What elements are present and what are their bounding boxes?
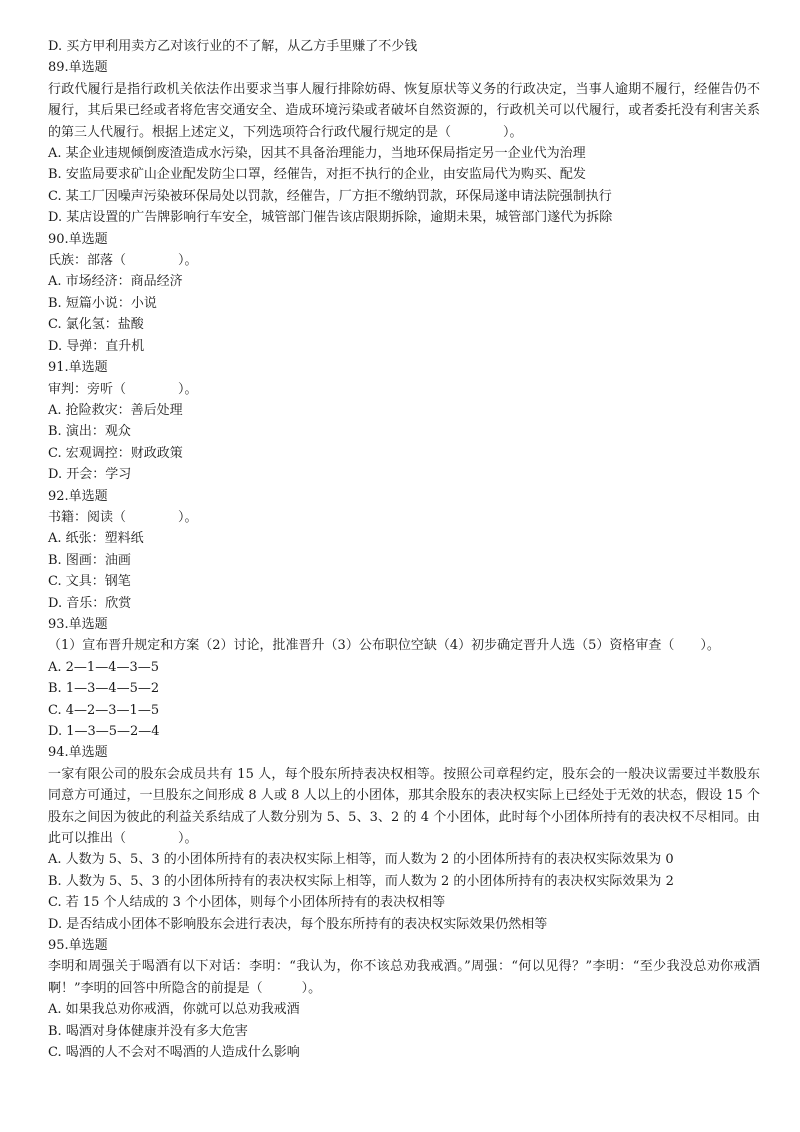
question-95: [48, 935, 760, 1063]
option-c: C. 氯化氢：盐酸: [48, 317, 144, 333]
option-d: D. 导弹：直升机: [48, 338, 145, 354]
option-d: D. 开会：学习: [48, 467, 132, 483]
question-90: [48, 229, 760, 357]
question-93: [48, 614, 760, 742]
question-header: 89.单选题: [48, 60, 108, 76]
option-b: B. 人数为 5、5、3 的小团体所持有的表决权实际上相等，而人数为 2 的小团体所持有的表决权实际效果为 2: [48, 873, 674, 889]
option-a: A. 2—1—4—3—5: [48, 659, 160, 675]
option-c: C. 某工厂因噪声污染被环保局处以罚款，经催告，厂方拒不缴纳罚款，环保局遂申请法院强制执行: [48, 188, 612, 204]
option-d: D. 是否结成小团体不影响股东会进行表决，每个股东所持有的表决权实际效果仍然相等: [48, 916, 548, 932]
option-d: D. 音乐：欣赏: [48, 595, 132, 611]
option-d: D. 1—3—5—2—4: [48, 724, 160, 739]
option-a: A. 抢险救灾：善后处理: [48, 402, 183, 418]
question-stem: 审判：旁听（ ）。: [48, 381, 198, 397]
question-header: 93.单选题: [48, 616, 108, 632]
option-b: B. 短篇小说：小说: [48, 295, 157, 311]
document-page: [48, 36, 760, 1064]
question-header: 94.单选题: [48, 745, 108, 761]
option-c: C. 文具：钢笔: [48, 574, 131, 590]
question-header: 91.单选题: [48, 360, 108, 376]
question-stem: 行政代履行是指行政机关依法作出要求当事人履行排除妨碍、恢复原状等义务的行政决定，当事人逾期不履行，经催告仍不履行，其后果已经或者将危害交通安全、造成环境污染或者破坏自然资源的，行政机关可以代履行，或者委托没有利害关系的第三人代履行。根据上述定义，下列选项符合行政代履行规定的是（ ）。: [48, 81, 760, 140]
option-a: A. 某企业违规倾倒废渣造成水污染，因其不具备治理能力，当地环保局指定另一企业代为治理: [48, 146, 586, 162]
question-stem: （1）宣布晋升规定和方案（2）讨论，批准晋升（3）公布职位空缺（4）初步确定晋升人选（5）资格审查（ ）。: [48, 638, 720, 654]
option-b: B. 演出：观众: [48, 424, 131, 440]
question-stem: 书籍：阅读（ ）。: [48, 509, 198, 525]
option-b: B. 1—3—4—5—2: [48, 681, 160, 697]
question-header: 92.单选题: [48, 488, 108, 504]
option-a: A. 人数为 5、5、3 的小团体所持有的表决权实际上相等，而人数为 2 的小团体所持有的表决权实际效果为 0: [48, 852, 674, 868]
option-c: C. 4—2—3—1—5: [48, 702, 160, 718]
question-header: 90.单选题: [48, 231, 108, 247]
option-a: A. 纸张：塑料纸: [48, 531, 144, 547]
question-91: [48, 357, 760, 485]
question-stem: 李明和周强关于喝酒有以下对话：李明：“我认为，你不该总劝我戒酒。”周强：“何以见得？”李明：“至少我没总劝你戒酒啊！”李明的回答中所隐含的前提是（ ）。: [48, 959, 760, 996]
option-c: C. 喝酒的人不会对不喝酒的人造成什么影响: [48, 1045, 300, 1061]
question-89: [48, 57, 760, 228]
option-c: C. 若 15 个人结成的 3 个小团体，则每个小团体所持有的表决权相等: [48, 895, 446, 911]
question-stem: 氏族：部落（ ）。: [48, 253, 198, 269]
option-c: C. 宏观调控：财政政策: [48, 445, 183, 461]
question-94: [48, 742, 760, 935]
question-92: [48, 486, 760, 614]
question-stem: 一家有限公司的股东会成员共有 15 人，每个股东所持表决权相等。按照公司章程约定，股东会的一般决议需要过半数股东同意方可通过，一旦股东之间形成 8 人或 8 人以上的小团体，那其余股东的表决权实际上已经处于无效的状态，假设 15 个股东之间因为彼此的利益关系结成了人数分别为 5、5、3、2 的 4 个小团体，此时每个小团体所持有的表决权不尽相同。由此可以推出（ ）。: [48, 766, 760, 847]
option-d: D. 某店设置的广告牌影响行车安全，城管部门催告该店限期拆除，逾期未果，城管部门遂代为拆除: [48, 210, 613, 226]
option-a: A. 如果我总劝你戒酒，你就可以总劝我戒酒: [48, 1002, 300, 1018]
previous-question-option: D. 买方甲利用卖方乙对该行业的不了解，从乙方手里赚了不少钱: [48, 39, 418, 54]
option-a: A. 市场经济：商品经济: [48, 274, 183, 290]
option-b: B. 安监局要求矿山企业配发防尘口罩，经催告，对拒不执行的企业，由安监局代为购买、配发: [48, 167, 586, 183]
option-b: B. 喝酒对身体健康并没有多大危害: [48, 1023, 248, 1039]
question-header: 95.单选题: [48, 938, 108, 954]
option-b: B. 图画：油画: [48, 552, 131, 568]
